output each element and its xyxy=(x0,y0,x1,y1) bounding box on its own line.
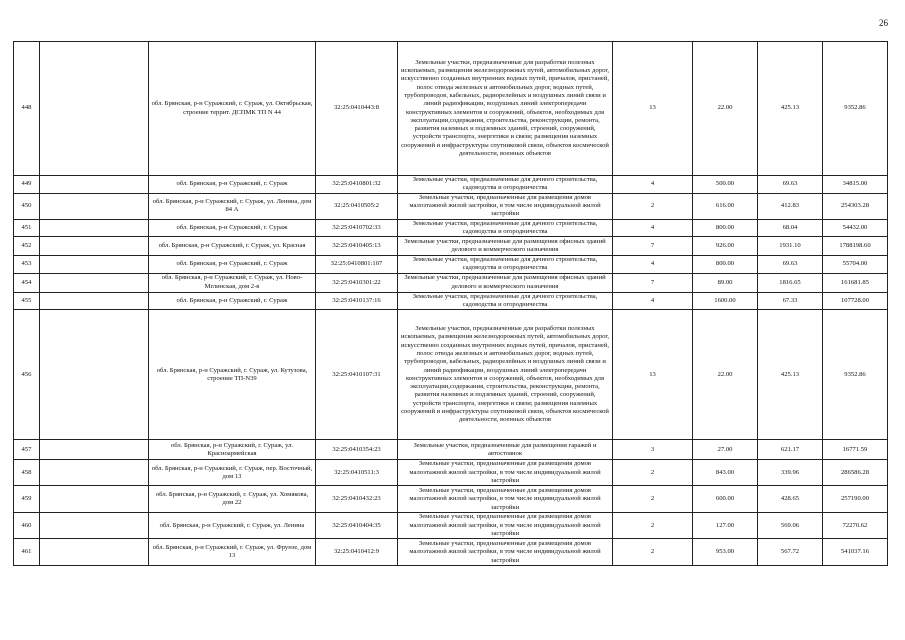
unit-value-cell: 68.04 xyxy=(758,219,823,237)
address-cell: обл. Брянская, р-н Суражский, г. Сураж xyxy=(149,176,316,194)
empty-cell xyxy=(40,42,149,176)
address-cell: обл. Брянская, р-н Суражский, г. Сураж, пер. Восточный, дом 13 xyxy=(149,460,316,486)
address-cell: обл. Брянская, р-н Суражский, г. Сураж, ул. Ленина, дом 84 А xyxy=(149,193,316,219)
unit-value-cell: 569.06 xyxy=(758,513,823,539)
address-cell: обл. Брянская, р-н Суражский, г. Сураж xyxy=(149,256,316,274)
area-cell: 953.00 xyxy=(693,539,758,566)
cadastral-number-cell: 32:25:0410405:13 xyxy=(316,237,398,256)
table-row xyxy=(14,292,888,310)
row-number: 453 xyxy=(14,256,40,274)
use-code-cell: 2 xyxy=(613,460,693,486)
use-code-cell: 2 xyxy=(613,513,693,539)
row-number: 450 xyxy=(14,193,40,219)
cadastral-number-cell: 32:25:0410801:107 xyxy=(316,256,398,274)
cadastral-number-cell: 32:25:0410432:23 xyxy=(316,486,398,513)
land-use-cell: Земельные участки, предназначенные для размещения гаражей и автостоянок xyxy=(398,440,613,460)
cadastral-value-cell: 107728.00 xyxy=(823,292,888,310)
empty-cell xyxy=(40,219,149,237)
cadastral-number-cell: 32:25:0410107:31 xyxy=(316,310,398,440)
empty-cell xyxy=(40,539,149,566)
unit-value-cell: 425.13 xyxy=(758,42,823,176)
address-cell: обл. Брянская, р-н Суражский, г. Сураж, ул. Красная xyxy=(149,237,316,256)
cadastral-value-cell: 55704.00 xyxy=(823,256,888,274)
cadastral-value-cell: 72270.62 xyxy=(823,513,888,539)
table-row xyxy=(14,273,888,292)
use-code-cell: 2 xyxy=(613,486,693,513)
table-body xyxy=(14,42,888,566)
page-number: 26 xyxy=(879,18,888,28)
use-code-cell: 4 xyxy=(613,292,693,310)
address-cell: обл. Брянская, р-н Суражский, г. Сураж, ул. Ленина xyxy=(149,513,316,539)
use-code-cell: 4 xyxy=(613,176,693,194)
row-number: 457 xyxy=(14,440,40,460)
empty-cell xyxy=(40,193,149,219)
cadastral-number-cell: 32:25:0410404:35 xyxy=(316,513,398,539)
unit-value-cell: 567.72 xyxy=(758,539,823,566)
land-use-cell: Земельные участки, предназначенные для размещения домов малоэтажной жилой застройки, в том числе индивидуальной жилой застройки xyxy=(398,486,613,513)
row-number: 454 xyxy=(14,273,40,292)
cadastral-number-cell: 32:25:0410511:3 xyxy=(316,460,398,486)
area-cell: 22.00 xyxy=(693,310,758,440)
use-code-cell: 7 xyxy=(613,273,693,292)
empty-cell xyxy=(40,513,149,539)
unit-value-cell: 69.63 xyxy=(758,176,823,194)
table-row xyxy=(14,176,888,194)
table-row xyxy=(14,460,888,486)
cadastral-value-cell: 9352.86 xyxy=(823,310,888,440)
area-cell: 843.00 xyxy=(693,460,758,486)
row-number: 452 xyxy=(14,237,40,256)
unit-value-cell: 428.65 xyxy=(758,486,823,513)
area-cell: 600.00 xyxy=(693,486,758,513)
unit-value-cell: 1816.65 xyxy=(758,273,823,292)
table-row xyxy=(14,440,888,460)
address-cell: обл. Брянская, р-н Суражский, г. Сураж xyxy=(149,292,316,310)
row-number: 460 xyxy=(14,513,40,539)
land-use-cell: Земельные участки, предназначенные для дачного строительства, садоводства и огородничества xyxy=(398,176,613,194)
area-cell: 27.00 xyxy=(693,440,758,460)
area-cell: 89.00 xyxy=(693,273,758,292)
row-number: 455 xyxy=(14,292,40,310)
empty-cell xyxy=(40,176,149,194)
cadastral-number-cell: 32:25:0410301:22 xyxy=(316,273,398,292)
use-code-cell: 13 xyxy=(613,310,693,440)
address-cell: обл. Брянская, р-н Суражский, г. Сураж, ул. Кутузова, строение ТП-N39 xyxy=(149,310,316,440)
unit-value-cell: 67.33 xyxy=(758,292,823,310)
area-cell: 926.00 xyxy=(693,237,758,256)
cadastral-number-cell: 32:25:0410505:2 xyxy=(316,193,398,219)
area-cell: 127.00 xyxy=(693,513,758,539)
land-use-cell: Земельные участки, предназначенные для разработки полезных ископаемых, размещения железнодорожных путей, автомобильных дорог, искусственно созданных внутренних водных путей, причалов, пристаней, полос отвода железных и автомобильных дорог, водных путей, трубопроводов, кабельных, радиорелейных и воздушных линий связи и линий радиофикации, воздушных линий электропередачи конструктивных элементов и сооружений, объектов, необходимых для эксплуатации,содержания, строительства, реконструкции, ремонта, развития наземных и подземных зданий, строений, сооружений, устройств транспорта, энергетики и связи; размещения наземных сооружений и инфраструктуры спутниковой связи, объектов космической деятельности, военных объектов xyxy=(398,42,613,176)
cadastral-value-cell: 16771.59 xyxy=(823,440,888,460)
row-number: 461 xyxy=(14,539,40,566)
land-use-cell: Земельные участки, предназначенные для размещения домов малоэтажной жилой застройки, в том числе индивидуальной жилой застройки xyxy=(398,193,613,219)
land-use-cell: Земельные участки, предназначенные для размещения домов малоэтажной жилой застройки, в том числе индивидуальной жилой застройки xyxy=(398,460,613,486)
use-code-cell: 7 xyxy=(613,237,693,256)
row-number: 451 xyxy=(14,219,40,237)
land-use-cell: Земельные участки, предназначенные для дачного строительства, садоводства и огородничества xyxy=(398,256,613,274)
unit-value-cell: 425.13 xyxy=(758,310,823,440)
area-cell: 616.00 xyxy=(693,193,758,219)
cadastral-number-cell: 32:25:0410354:23 xyxy=(316,440,398,460)
address-cell: обл. Брянская, р-н Суражский, г. Сураж, ул. Фрунзе, дом 13 xyxy=(149,539,316,566)
empty-cell xyxy=(40,256,149,274)
address-cell: обл. Брянская, р-н Суражский, г. Сураж, ул. Красноармейская xyxy=(149,440,316,460)
cadastral-value-cell: 161681.85 xyxy=(823,273,888,292)
cadastral-value-cell: 257190.00 xyxy=(823,486,888,513)
land-use-cell: Земельные участки, предназначенные для размещения офисных зданий делового и коммерческого назначения xyxy=(398,273,613,292)
cadastral-number-cell: 32:25:0410702:33 xyxy=(316,219,398,237)
land-use-cell: Земельные участки, предназначенные для разработки полезных ископаемых, размещения железнодорожных путей, автомобильных дорог, искусственно созданных внутренних водных путей, причалов, пристаней, полос отвода железных и автомобильных дорог, водных путей, трубопроводов, кабельных, радиорелейных и воздушных линий связи и линий радиофикации, воздушных линий электропередачи конструктивных элементов и сооружений, объектов, необходимых для эксплуатации,содержания, строительства, реконструкции, ремонта, развития наземных и подземных зданий, строений, сооружений, устройств транспорта, энергетики и связи; размещения наземных сооружений и инфраструктуры спутниковой связи, объектов космической деятельности, военных объектов xyxy=(398,310,613,440)
unit-value-cell: 69.63 xyxy=(758,256,823,274)
table-row xyxy=(14,310,888,440)
empty-cell xyxy=(40,460,149,486)
table-row xyxy=(14,42,888,176)
cadastral-value-table xyxy=(13,41,888,566)
unit-value-cell: 412.83 xyxy=(758,193,823,219)
land-use-cell: Земельные участки, предназначенные для размещения офисных зданий делового и коммерческого назначения xyxy=(398,237,613,256)
empty-cell xyxy=(40,440,149,460)
address-cell: обл. Брянская, р-н Суражский, г. Сураж, ул. Хомякова, дом 22 xyxy=(149,486,316,513)
cadastral-value-cell: 1788198.60 xyxy=(823,237,888,256)
use-code-cell: 2 xyxy=(613,539,693,566)
cadastral-value-cell: 286586.28 xyxy=(823,460,888,486)
empty-cell xyxy=(40,486,149,513)
cadastral-value-cell: 9352.86 xyxy=(823,42,888,176)
table-row xyxy=(14,539,888,566)
unit-value-cell: 621.17 xyxy=(758,440,823,460)
area-cell: 500.00 xyxy=(693,176,758,194)
unit-value-cell: 1931.10 xyxy=(758,237,823,256)
cadastral-number-cell: 32:25:0410443:8 xyxy=(316,42,398,176)
table-row xyxy=(14,193,888,219)
empty-cell xyxy=(40,310,149,440)
use-code-cell: 4 xyxy=(613,256,693,274)
table-row xyxy=(14,513,888,539)
address-cell: обл. Брянская, р-н Суражский, г. Сураж xyxy=(149,219,316,237)
use-code-cell: 3 xyxy=(613,440,693,460)
address-cell: обл. Брянская, р-н Суражский, г. Сураж, ул. Октябрьская, строение террит. ДСПМК ТП N 44 xyxy=(149,42,316,176)
use-code-cell: 4 xyxy=(613,219,693,237)
row-number: 459 xyxy=(14,486,40,513)
cadastral-number-cell: 32:25:0410801:32 xyxy=(316,176,398,194)
cadastral-number-cell: 32:25:0410412:9 xyxy=(316,539,398,566)
cadastral-value-cell: 54432.00 xyxy=(823,219,888,237)
table-row xyxy=(14,256,888,274)
area-cell: 800.00 xyxy=(693,256,758,274)
table-row xyxy=(14,486,888,513)
land-use-cell: Земельные участки, предназначенные для размещения домов малоэтажной жилой застройки, в том числе индивидуальной жилой застройки xyxy=(398,513,613,539)
row-number: 449 xyxy=(14,176,40,194)
area-cell: 800.00 xyxy=(693,219,758,237)
table-row xyxy=(14,219,888,237)
land-use-cell: Земельные участки, предназначенные для дачного строительства, садоводства и огородничества xyxy=(398,219,613,237)
area-cell: 1600.00 xyxy=(693,292,758,310)
unit-value-cell: 339.96 xyxy=(758,460,823,486)
cadastral-value-cell: 254303.28 xyxy=(823,193,888,219)
land-use-cell: Земельные участки, предназначенные для дачного строительства, садоводства и огородничества xyxy=(398,292,613,310)
row-number: 458 xyxy=(14,460,40,486)
area-cell: 22.00 xyxy=(693,42,758,176)
cadastral-value-cell: 34815.00 xyxy=(823,176,888,194)
use-code-cell: 13 xyxy=(613,42,693,176)
land-use-cell: Земельные участки, предназначенные для размещения домов малоэтажной жилой застройки, в том числе индивидуальной жилой застройки xyxy=(398,539,613,566)
row-number: 448 xyxy=(14,42,40,176)
cadastral-value-cell: 541037.16 xyxy=(823,539,888,566)
address-cell: обл. Брянская, р-н Суражский, г. Сураж, ул. Ново-Мглинская, дом 2-в xyxy=(149,273,316,292)
empty-cell xyxy=(40,292,149,310)
use-code-cell: 2 xyxy=(613,193,693,219)
row-number: 456 xyxy=(14,310,40,440)
cadastral-number-cell: 32:25:0410137:16 xyxy=(316,292,398,310)
empty-cell xyxy=(40,237,149,256)
empty-cell xyxy=(40,273,149,292)
table-row xyxy=(14,237,888,256)
